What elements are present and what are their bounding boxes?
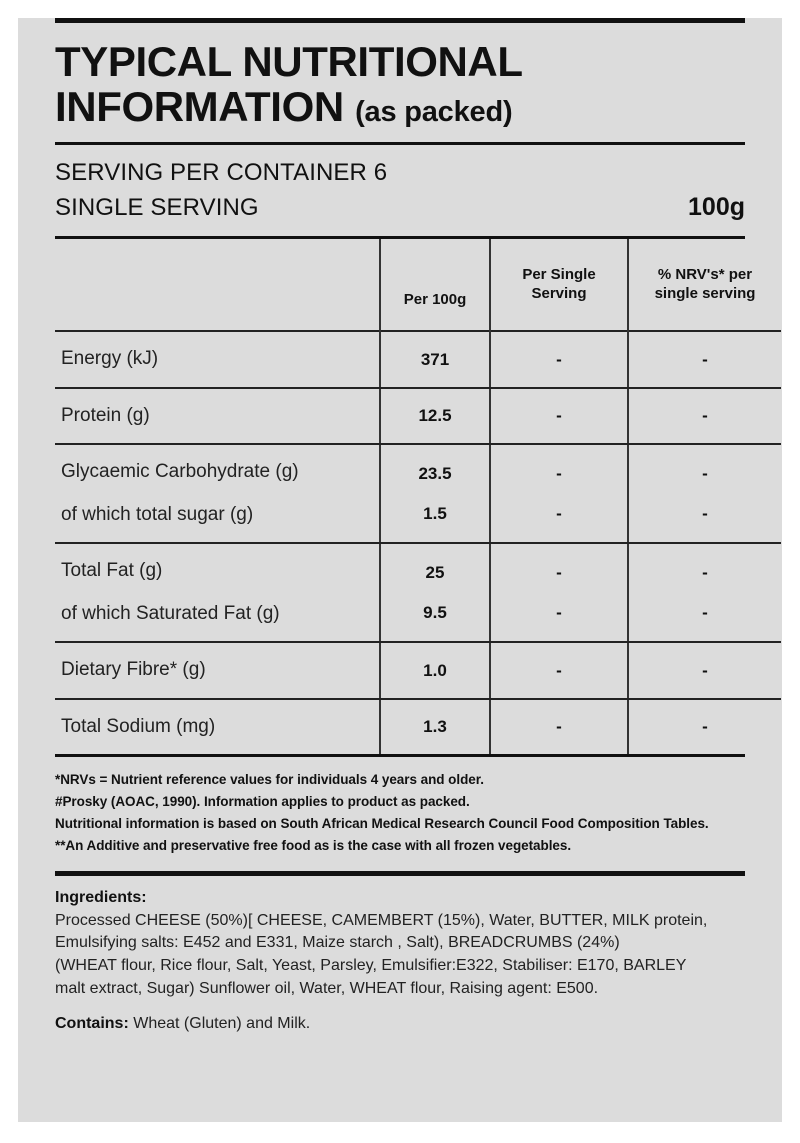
- row-per-single: -: [490, 642, 628, 699]
- header-nrv-line-2: single serving: [654, 284, 756, 302]
- header-nutrient: [55, 239, 380, 331]
- footnote: **An Additive and preservative free food as is the case with all frozen vegetables.: [55, 837, 572, 853]
- row-nrv: - -: [628, 444, 781, 543]
- single-serving-value: 100g: [688, 192, 745, 221]
- row-per-single: - -: [490, 444, 628, 543]
- header-per-single-line-2: Serving: [531, 284, 587, 302]
- row-per-100g: 23.5 1.5: [380, 444, 490, 543]
- row-nrv: -: [628, 331, 781, 388]
- row-label: Total Fat (g) of which Saturated Fat (g): [55, 543, 380, 642]
- table-header-row: [55, 239, 781, 331]
- servings-per-container: SERVING PER CONTAINER 6: [55, 158, 388, 186]
- ingredients-line: Processed CHEESE (50%)[ CHEESE, CAMEMBERT (15%), Water, BUTTER, MILK protein,: [55, 911, 708, 929]
- title-line-2: [55, 84, 745, 129]
- footnote: #Prosky (AOAC, 1990). Information applies to product as packed.: [55, 794, 470, 810]
- footnotes-block: [55, 757, 745, 870]
- table-row: [55, 642, 781, 699]
- row-label: Energy (kJ): [55, 331, 380, 388]
- row-per-100g: 12.5: [380, 388, 490, 445]
- ingredients-line: malt extract, Sugar) Sunflower oil, Water, WHEAT flour, Raising agent: E500.: [55, 979, 599, 997]
- row-per-single: - -: [490, 543, 628, 642]
- row-per-single: -: [490, 331, 628, 388]
- row-nrv: -: [628, 699, 781, 755]
- row-per-100g: 25 9.5: [380, 543, 490, 642]
- title-line-1: TYPICAL NUTRITIONAL: [55, 38, 523, 85]
- row-label: Total Sodium (mg): [61, 715, 216, 737]
- row-per-100g: 1.0: [380, 642, 490, 699]
- row-per-single: -: [490, 388, 628, 445]
- nutrition-table: [55, 239, 781, 754]
- ingredients-text: [55, 910, 745, 1001]
- ingredients-block: [55, 876, 745, 1033]
- table-row-group: [55, 543, 781, 642]
- nutrition-label-card: [18, 18, 782, 1122]
- row-nrv: -: [628, 388, 781, 445]
- row-label: Glycaemic Carbohydrate (g) of which total sugar (g): [55, 444, 380, 543]
- title-suffix: (as packed): [355, 96, 513, 129]
- row-label: Protein (g): [55, 388, 380, 445]
- ingredients-line: Emulsifying salts: E452 and E331, Maize starch , Salt), BREADCRUMBS (24%): [55, 934, 620, 952]
- header-nrv-line-1: % NRV's* per: [657, 266, 753, 284]
- row-nrv: - -: [628, 543, 781, 642]
- table-row: [55, 331, 781, 388]
- serving-block: [55, 145, 745, 237]
- contains-value: Wheat (Gluten) and Milk.: [133, 1014, 311, 1032]
- row-nrv: -: [628, 642, 781, 699]
- row-label: Dietary Fibre* (g): [55, 642, 380, 699]
- contains-label: Contains:: [55, 1014, 129, 1032]
- ingredients-heading: Ingredients:: [55, 888, 147, 906]
- single-serving-label: SINGLE SERVING: [55, 193, 259, 221]
- header-per-single-line-1: Per Single: [522, 266, 596, 284]
- title-block: [55, 23, 745, 142]
- row-per-single: -: [490, 699, 628, 755]
- row-per-100g: 1.3: [380, 699, 490, 755]
- table-row: [55, 699, 781, 755]
- single-serving-row: [55, 191, 745, 226]
- footnote: Nutritional information is based on South African Medical Research Council Food Composition Tables.: [55, 816, 709, 832]
- title-main: INFORMATION: [55, 83, 344, 131]
- ingredients-line: (WHEAT flour, Rice flour, Salt, Yeast, Parsley, Emulsifier:E322, Stabiliser: E170, BARLEY: [55, 957, 687, 975]
- header-per-single-serving: [490, 239, 628, 331]
- contains-statement: [55, 1015, 745, 1033]
- table-row: [55, 388, 781, 445]
- footnote: *NRVs = Nutrient reference values for individuals 4 years and older.: [55, 772, 484, 788]
- header-nrv: [628, 239, 781, 331]
- header-per-100g: Per 100g: [380, 239, 490, 331]
- table-row-group: [55, 444, 781, 543]
- row-per-100g: 371: [380, 331, 490, 388]
